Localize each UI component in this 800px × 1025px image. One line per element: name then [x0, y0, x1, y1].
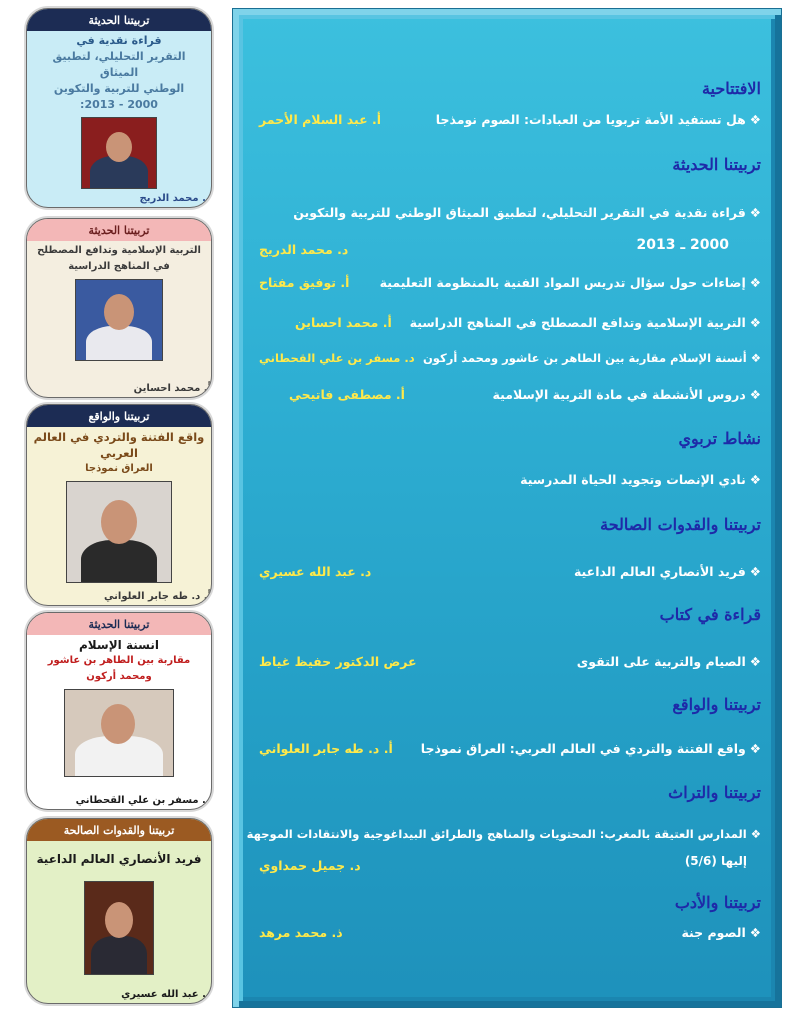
- section-heading-activity: نشاط تربوي: [678, 429, 761, 448]
- author-photo: [84, 881, 154, 975]
- section-heading-modern: تربيتنا الحديثة: [672, 155, 761, 174]
- card-header-label: تربيتنا والواقع: [88, 409, 150, 423]
- author-caption: د. محمد الدريج: [139, 193, 211, 204]
- card-title-line: الوطني للتربية والتكوين: [53, 82, 185, 95]
- toc-item-title: الصوم جنة: [681, 925, 746, 940]
- toc-item-title: أنسنة الإسلام مقاربة بين الطاهر بن عاشور ومحمد أركون: [422, 351, 747, 365]
- toc-author[interactable]: د. جميل حمداوي: [259, 858, 361, 873]
- bullet-icon: ❖: [749, 275, 761, 290]
- card-humanizing-islam[interactable]: [26, 612, 212, 810]
- toc-item-activities-lessons[interactable]: [493, 387, 761, 402]
- toc-item-humanizing-islam[interactable]: [423, 351, 761, 365]
- card-title-line: العراق نموذجا: [85, 463, 153, 474]
- toc-item-listening-club[interactable]: [520, 472, 761, 487]
- card-header: [27, 405, 211, 427]
- card-title-line: واقع الفتنة والتردي في العالم العربي: [33, 430, 205, 460]
- author-caption: أ. د. طه جابر العلواني: [104, 591, 211, 602]
- bullet-icon: ❖: [749, 741, 761, 756]
- card-title-line: ومحمد أركون: [86, 671, 152, 682]
- card-title: [27, 31, 211, 113]
- toc-author[interactable]: أ. عبد السلام الأحمر: [259, 112, 382, 127]
- bullet-icon: ❖: [749, 925, 761, 940]
- bullet-icon: ❖: [749, 205, 761, 220]
- bullet-icon: ❖: [750, 827, 761, 841]
- card-body: [27, 241, 211, 361]
- bullet-icon: ❖: [749, 387, 761, 402]
- card-title-line: التربية الإسلامية وتدافع المصطلح: [37, 245, 201, 256]
- card-header-label: تربيتنا والقدوات الصالحة: [63, 823, 175, 837]
- card-title-line: 2000 - 2013:: [80, 98, 158, 111]
- toc-item-arts-teaching[interactable]: [380, 275, 761, 290]
- card-header-label: تربيتنا الحديثة: [88, 223, 150, 237]
- card-islamic-education[interactable]: [26, 218, 212, 398]
- author-caption: أ. محمد احساين: [133, 383, 211, 394]
- toc-author[interactable]: أ. مصطفى فاتيحي: [289, 387, 405, 402]
- card-title-line: قراءة نقدية في: [76, 34, 162, 47]
- toc-item-title: واقع الفتنة والتردي في العالم العربي: العراق نموذجا: [420, 741, 746, 756]
- card-header: [27, 9, 211, 31]
- section-heading-reality: تربيتنا والواقع: [672, 695, 761, 714]
- card-title-line: انسنة الإسلام: [79, 638, 159, 652]
- section-heading-literature: تربيتنا والأدب: [674, 893, 761, 912]
- card-farid-alansari[interactable]: [26, 818, 212, 1004]
- card-title: [27, 635, 211, 685]
- card-header-label: تربيتنا الحديثة: [88, 13, 150, 27]
- toc-item-sedition-arab-world[interactable]: [421, 741, 761, 756]
- bullet-icon: ❖: [749, 112, 761, 127]
- card-title-line: التقرير التحليلي، لتطبيق الميثاق: [52, 50, 186, 79]
- toc-item-title: هل تستفيد الأمة تربويا من العبادات: الصوم نومذجا: [435, 112, 746, 127]
- toc-author[interactable]: ذ. محمد مرهد: [259, 925, 343, 940]
- toc-author[interactable]: أ. محمد احساين: [295, 315, 392, 330]
- toc-item-years: 2000 ـ 2013: [636, 237, 729, 253]
- bullet-icon: ❖: [749, 564, 761, 579]
- toc-item-fasting-piety[interactable]: [577, 654, 761, 669]
- toc-item-title: الصيام والتربية على التقوى: [576, 654, 746, 669]
- card-header-label: تربيتنا الحديثة: [88, 617, 150, 631]
- section-heading-heritage: تربيتنا والتراث: [668, 783, 761, 802]
- card-body: [27, 841, 211, 975]
- card-header: [27, 219, 211, 241]
- author-photo: [81, 117, 157, 189]
- card-body: [27, 635, 211, 777]
- toc-item-title-continued: إليها (5/6): [684, 854, 747, 868]
- card-title-line: في المناهج الدراسية: [68, 261, 170, 272]
- toc-item-traditional-schools[interactable]: [247, 827, 761, 841]
- toc-item-title: إضاءات حول سؤال تدريس المواد الفنية بالمنظومة التعليمية: [379, 275, 746, 290]
- bullet-icon: ❖: [750, 351, 761, 365]
- card-header: [27, 819, 211, 841]
- bullet-icon: ❖: [749, 315, 761, 330]
- toc-item-title: فريد الأنصاري العالم الداعية: [573, 564, 746, 579]
- toc-author[interactable]: عرض الدكتور حفيظ غياط: [259, 654, 417, 669]
- author-caption: د. مسفر بن علي القحطاني: [75, 795, 211, 806]
- card-title: [27, 841, 211, 867]
- card-body: [27, 31, 211, 189]
- toc-item-critical-reading[interactable]: [293, 205, 761, 220]
- bullet-icon: ❖: [749, 472, 761, 487]
- author-photo: [75, 279, 163, 361]
- section-heading-role-models: تربيتنا والقدوات الصالحة: [600, 515, 761, 534]
- toc-author[interactable]: أ. توفيق مفتاح: [259, 275, 350, 290]
- bullet-icon: ❖: [749, 654, 761, 669]
- author-caption: د. عبد الله عسيري: [121, 989, 211, 1000]
- table-of-contents: [232, 8, 782, 1008]
- toc-item-title: نادي الإنصات وتجويد الحياة المدرسية: [520, 472, 746, 487]
- card-title-line: مقاربة بين الطاهر بن عاشور: [47, 655, 191, 666]
- author-photo: [66, 481, 172, 583]
- toc-item-title: دروس الأنشطة في مادة التربية الإسلامية: [492, 387, 746, 402]
- toc-author[interactable]: د. عبد الله عسيري: [259, 564, 372, 579]
- author-photo: [64, 689, 174, 777]
- toc-item-fasting-worship[interactable]: [436, 112, 761, 127]
- toc-item-title: قراءة نقدية في التقرير التحليلي، لتطبيق الميثاق الوطني للتربية والتكوين: [293, 205, 746, 220]
- card-title: [27, 427, 211, 477]
- card-critical-reading[interactable]: [26, 8, 212, 208]
- card-sedition-reality[interactable]: [26, 404, 212, 606]
- card-title: [27, 241, 211, 275]
- section-heading-editorial: الافتتاحية: [701, 79, 761, 98]
- card-header: [27, 613, 211, 635]
- card-body: [27, 427, 211, 583]
- toc-author[interactable]: د. محمد الدريج: [259, 242, 349, 257]
- card-title-line: فريد الأنصاري العالم الداعية: [36, 852, 202, 866]
- section-heading-book-reading: قراءة في كتاب: [659, 605, 761, 624]
- toc-item-farid-alansari[interactable]: [574, 564, 761, 579]
- toc-item-fasting-shield[interactable]: [681, 925, 761, 940]
- toc-item-title: التربية الإسلامية وتدافع المصطلح في المناهج الدراسية: [409, 315, 746, 330]
- toc-author[interactable]: أ. د. طه جابر العلواني: [259, 741, 393, 756]
- toc-item-title: المدارس العتيقة بالمغرب: المحتويات والمناهج والطرائق البيداغوجية والانتقادات الموجهة: [246, 827, 747, 841]
- toc-item-islamic-education-terms[interactable]: [410, 315, 761, 330]
- toc-author[interactable]: د. مسفر بن علي القحطاني: [259, 351, 415, 365]
